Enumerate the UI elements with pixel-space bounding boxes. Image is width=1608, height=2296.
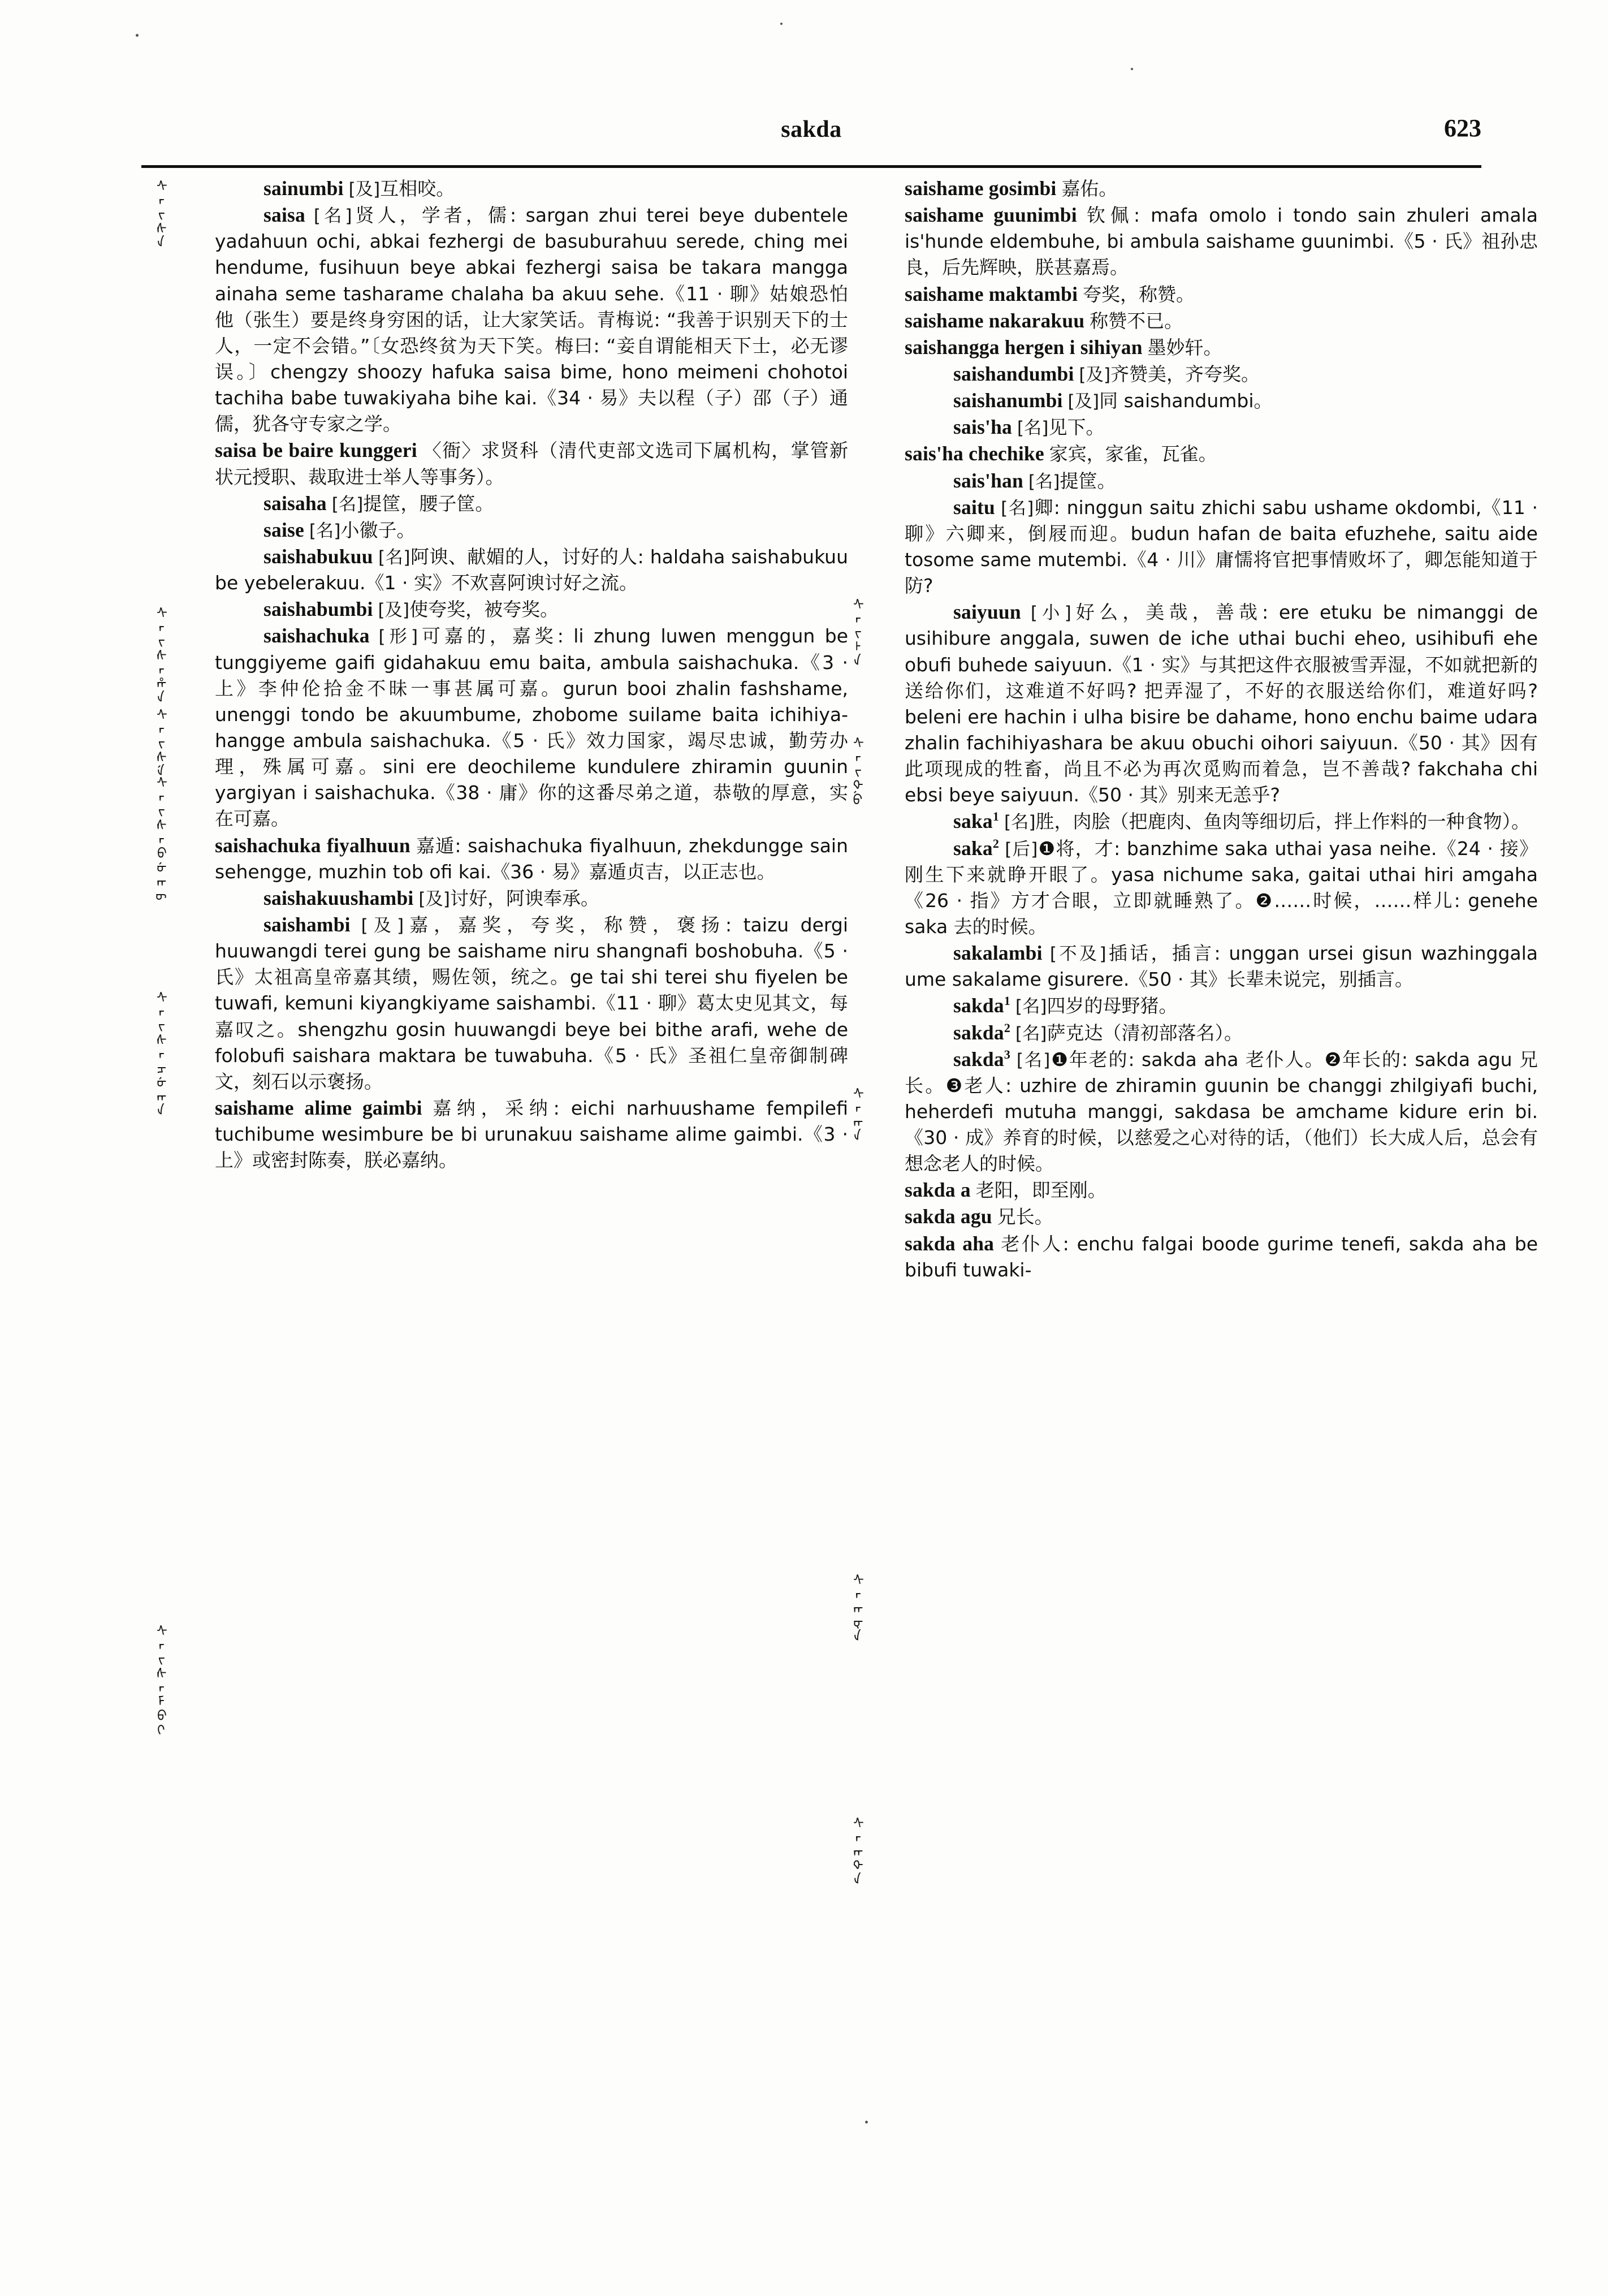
entry-headword: saiyuun (953, 601, 1021, 624)
entry-headword: saitu (953, 495, 995, 519)
entry-headword: saishachuka (263, 624, 370, 648)
entry-body: 家宾，家雀，瓦雀。 (1049, 443, 1217, 465)
header-rule (141, 165, 1481, 168)
entry-headword: sakda$^1$ (953, 994, 1011, 1017)
dictionary-entry (905, 599, 1538, 808)
dictionary-entry (215, 437, 848, 489)
entry-pos: [名] (1015, 1023, 1047, 1044)
entry-body: 互相咬。 (380, 178, 455, 200)
entry-body: 嘉纳，采纳: eichi narhuushame fempilefi tuchibume wesimbure be bi urunakuu saishame alime gaimbi.《3 · 上》或密封陈奏，朕必嘉纳。 (215, 1097, 848, 1172)
entry-pos: [及] (378, 600, 410, 621)
entry-pos: [名] (313, 206, 352, 227)
entry-body: 萨克达（清初部落名）。 (1047, 1021, 1243, 1044)
entry-body: 嘉，嘉奖，夸奖，称赞，褒扬: taizu dergi huuwangdi terei gung be saishame niru shangnafi boshobuha.《5 · 氏》太祖高皇帝嘉其绩，赐佐领，统之。ge tai shi terei shu fiyelen be tuwafi, kemuni kiyangkiyame saishambi.《11 · 聊》葛太史见其文，每嘉叹之。shengzhu gosin huuwangdi beye bei bithe arafi, wehe de folobufi saishara maktara be tuwabuha.《5 · 氏》圣祖仁皇帝御制碑文，刻石以示褒扬。 (215, 913, 849, 1093)
entry-body: 可嘉的，嘉奖: li zhung luwen menggun be tunggiyeme gaifi gidahakuu emu baita, ambula saishachuka.《3 · 上》李仲伦拾金不昧一事甚属可嘉。gurun booi zhalin fashshame, unenggi tondo be akuumbume, zhobome suilame baita ichihiya-hangge ambula saishachuka.《5 · 氏》效力国家，竭尽忠诚，勤劳办理，殊属可嘉。sini ere deochileme kundulere zhiramin guunin yargiyan i saishachuka.《38 · 庸》你的这番尽弟之道，恭敬的厚意，实在可嘉。 (215, 625, 848, 830)
entry-headword: saishandumbi (953, 362, 1074, 385)
entry-homograph-number: 1 (1004, 994, 1011, 1008)
dictionary-entry (215, 832, 848, 884)
entry-body: 钦佩: mafa omolo i tondo sain zhuleri amala is'hunde eldembuhe, bi ambula saishame guunimbi.《5 · 氏》祖孙忠良，后先辉映，朕甚嘉焉。 (905, 204, 1538, 279)
dictionary-entry (905, 1231, 1538, 1283)
entry-pos: [名] (1001, 498, 1034, 519)
entry-body: 墨妙轩。 (1147, 336, 1222, 359)
manchu-script-entry: ᠰᠠᡳᡐᡠ (847, 735, 863, 806)
dictionary-entry (905, 281, 1538, 307)
entry-headword: saishambi (263, 913, 351, 936)
entry-headword: sakda a (905, 1179, 971, 1202)
dictionary-entry (215, 623, 848, 831)
entry-body: 老阳，即至刚。 (975, 1179, 1106, 1202)
manchu-script-entry: ᠰᠠᡴᡇᠠ (847, 1572, 863, 1643)
dictionary-entry (905, 175, 1538, 201)
dictionary-entry (905, 494, 1538, 599)
entry-headword: saishakuushambi (263, 886, 414, 909)
entry-pos: [及] (418, 888, 450, 909)
manchu-script-entry: ᠰᠠᡳᡰᠠ (847, 597, 863, 667)
entry-body: 称赞不已。 (1090, 309, 1183, 332)
manchu-script-entry: ᠰᠠᡳᠰᠠᡥᠠ (150, 605, 167, 704)
dictionary-entry (905, 361, 1538, 387)
paper-speck (136, 34, 139, 37)
entry-body: ❶将，才: banzhime saka uthai yasa neihe.《24 · 接》刚生下来就睁开眼了。yasa nichume saka, gaitai uthai hiri amgaha《26 · 指》方才合眼，立即就睡熟了。❷……时候，……样儿: genehe saka 去的时候。 (905, 837, 1538, 938)
entry-homograph-number: 2 (1004, 1020, 1011, 1035)
dictionary-entry (905, 1020, 1538, 1046)
entry-body: 贤人，学者，儒: sargan zhui terei beye dubentele yadahuun ochi, abkai fezhergi de basuburahuu serede, ching mei hendume, fusihuun beye abkai fezhergi saisa be takara mangga ainaha seme tasharame chalaha ba akuu sehe.《11 · 聊》姑娘恐怕他（张生）要是终身穷困的话，让大家笑话。青梅说: “我善于识别天下的士人，一定不会错。”〔女恐终贫为天下笑。梅曰: “妾自谓能相天下士，必无谬误。〕chengzy shoozy hafuka saisa bime, hono meimeni chohotoi tachiha babe tuwakiyaha bihe kai.《34 · 易》夫以程（子）邵（子）通儒，犹各守专家之学。 (215, 204, 848, 435)
entry-headword: sakda$^3$ (953, 1047, 1011, 1071)
entry-body: 夸奖，称赞。 (1083, 283, 1195, 305)
entry-headword: sais'han (953, 469, 1023, 492)
entry-body: 胜，肉脍（把鹿肉、鱼肉等细切后，拌上作料的一种食物）。 (1035, 810, 1531, 833)
page-number: 623 (1444, 114, 1481, 142)
dictionary-entry (905, 992, 1538, 1018)
entry-headword: saishabumbi (263, 598, 373, 621)
entry-homograph-number: 2 (992, 836, 1000, 851)
entry-pos: [名] (378, 547, 410, 568)
manchu-script-entry: ᠰᠠᡳᠰᠠᠪᡠᡴᡡ (150, 775, 167, 902)
dictionary-entry (905, 441, 1538, 467)
entry-pos: [名] (1016, 1050, 1051, 1071)
entry-pos: [及] (1067, 391, 1100, 412)
entry-headword: sainumbi (263, 177, 344, 200)
entry-pos: [名] (309, 520, 341, 541)
entry-pos: [小] (1030, 603, 1071, 624)
dictionary-entry (215, 202, 848, 437)
entry-headword: saishachuka fiyalhuun (215, 834, 410, 857)
entry-headword: saishame nakarakuu (905, 309, 1085, 332)
entry-pos: [名] (1028, 471, 1060, 492)
entry-headword: sakda$^2$ (953, 1020, 1011, 1044)
entry-body: 嘉佑。 (1061, 178, 1118, 200)
running-head: sakda (781, 116, 842, 143)
manchu-script-entry: ᠰᠠᡴᠠ (847, 1086, 863, 1142)
entry-headword: saishangga hergen i sihiyan (905, 335, 1143, 359)
entry-body: 讨好，阿谀奉承。 (449, 887, 599, 909)
entry-headword: saisaha (263, 491, 327, 515)
entry-body: 四岁的母野猪。 (1047, 995, 1178, 1017)
entry-headword: saisa be baire kunggeri (215, 439, 417, 462)
dictionary-entry (215, 543, 848, 595)
entry-body: 提筐。 (1060, 469, 1116, 492)
paper-speck (865, 2121, 868, 2124)
entry-headword: saishame maktambi (905, 282, 1078, 305)
entry-pos: [名] (1015, 996, 1047, 1017)
entry-body: ❶年老的: sakda aha 老仆人。❷年长的: sakda agu 兄长。❸老人: uzhire de zhiramin guunin be changgi zhilgiyafi buchi, heherdefi mutuha manggi, sakdasa be amchame kidure erin bi.《30 · 成》养育的时候，以慈爱之心对待的话，（他们）长大成人后，总会有想念老人的时候。 (905, 1048, 1538, 1175)
column-right (905, 175, 1538, 1283)
dictionary-entry (905, 940, 1538, 992)
paper-speck (780, 23, 783, 25)
entry-body: 提筐，腰子筐。 (363, 492, 494, 515)
dictionary-entry (905, 808, 1538, 834)
entry-pos: [及] (348, 179, 381, 200)
manchu-script-entry: ᠰᠠᡳᠰᠠᠮᠪᡳ (150, 1623, 167, 1736)
entry-body: 嘉遁: saishachuka fiyalhuun, zhekdungge sain sehengge, muzhin tob ofi kai.《36 · 易》嘉遁贞吉，以正志也。 (215, 834, 849, 883)
dictionary-entry (905, 202, 1538, 280)
entry-body: 小徽子。 (340, 519, 416, 541)
dictionary-entry (215, 1095, 848, 1173)
dictionary-entry (905, 1177, 1538, 1203)
paper-speck (1131, 68, 1133, 70)
entry-body: 卿: ninggun saitu zhichi sabu ushame okdombi,《11 · 聊》六卿来，倒屐而迎。budun hafan de baita efuzhehe, saitu aide tosome same mutembi.《4 · 川》庸懦将官把事情败坏了，卿怎能知道于防? (905, 496, 1538, 597)
entry-homograph-number: 3 (1004, 1047, 1011, 1061)
dictionary-entry (905, 414, 1538, 440)
dictionary-entry (905, 1046, 1538, 1177)
entry-headword: sakda agu (905, 1205, 992, 1228)
dictionary-entry (215, 175, 848, 201)
entry-headword: saishabukuu (263, 545, 373, 568)
dictionary-entry (905, 308, 1538, 334)
dictionary-entry (215, 912, 848, 1094)
dictionary-entry (215, 490, 848, 516)
entry-headword: saishame alime gaimbi (215, 1096, 422, 1119)
entry-pos: [及] (1079, 364, 1111, 385)
entry-body: 插话，插言: unggan ursei gisun wazhinggala ume sakalame gisurere.《50 · 其》长辈未说完，别插言。 (905, 942, 1538, 991)
entry-pos: [名] (331, 494, 364, 515)
entry-pos: [名] (1004, 812, 1036, 833)
dictionary-entry (905, 835, 1538, 940)
entry-pos: [形] (378, 627, 418, 648)
entry-headword: sais'ha chechike (905, 442, 1044, 465)
entry-body: 〈衙〉求贤科（清代吏部文选司下属机构，掌管新状元授职、裁取进士举人等事务）。 (215, 439, 848, 488)
manchu-script-entry: ᠰᠠᡴᡐᠠ (847, 1815, 863, 1886)
entry-headword: saishame gosimbi (905, 177, 1057, 200)
dictionary-entry (905, 334, 1538, 360)
entry-body: 见下。 (1048, 416, 1105, 439)
entry-headword: saka$^1$ (953, 809, 1000, 833)
entry-headword: sakalambi (953, 942, 1043, 965)
entry-body: 老仆人: enchu falgai boode gurime tenefi, sakda aha be bibufi tuwaki- (905, 1232, 1538, 1281)
dictionary-entry (215, 517, 848, 543)
entry-pos: [及] (361, 915, 404, 936)
column-left (215, 175, 848, 1173)
page-header (141, 116, 1481, 150)
entry-body: 好么，美哉，善哉: ere etuku be nimanggi de usihibure anggala, suwen de iche uthai buchi eheo, usihibufi ehe obufi buhede saiyuun.《1 · 实》与其把这件衣服被雪弄湿，不如就把新的送给你们，这难道不好吗? 把弄湿了，不好的衣服送给你们，难道好吗? beleni ere hachin i ulha bisire be dahame, hono enchu baime udara zhalin fachihiyashara be akuu obuchi oihori saiyuun.《50 · 其》因有此项现成的牲畜，尚且不必为再次觅购而着急，岂不善哉? fakchaha chi ebsi beye saiyuun.《50 · 其》别来无恙乎? (905, 601, 1538, 806)
entry-pos: [不及] (1049, 944, 1106, 965)
entry-headword: sakda aha (905, 1232, 995, 1255)
entry-headword: saishanumbi (953, 389, 1063, 412)
entry-headword: sais'ha (953, 416, 1012, 439)
manchu-script-entry: ᠰᠠᡳᠰᠠ (150, 178, 167, 249)
entry-body: 使夸奖，被夸奖。 (409, 598, 559, 621)
entry-headword: saise (263, 518, 304, 541)
entry-body: 齐赞美，齐夸奖。 (1110, 362, 1260, 385)
entry-body: 阿谀、献媚的人，讨好的人: haldaha saishabukuu be yebelerakuu.《1 · 实》不欢喜阿谀讨好之流。 (215, 545, 848, 594)
manchu-script-entry: ᠰᠠᡳᠰᠠᠴᡠᡴᠠ (150, 990, 167, 1117)
entry-pos: [名] (1017, 418, 1049, 439)
dictionary-entry (215, 885, 848, 911)
dictionary-entry (905, 387, 1538, 413)
dictionary-entry (905, 1203, 1538, 1229)
entry-headword: saka$^2$ (953, 836, 1000, 860)
entry-homograph-number: 1 (992, 809, 1000, 824)
manchu-script-entry: ᠰᠠᡳᠰᡝ (150, 707, 167, 778)
entry-body: 兄长。 (997, 1206, 1053, 1228)
dictionary-entry (215, 596, 848, 622)
entry-body: 同 saishandumbi。 (1099, 390, 1273, 412)
dictionary-entry (905, 468, 1538, 494)
entry-headword: saishame guunimbi (905, 204, 1077, 227)
entry-headword: saisa (263, 204, 305, 227)
entry-pos: [后] (1005, 839, 1038, 860)
